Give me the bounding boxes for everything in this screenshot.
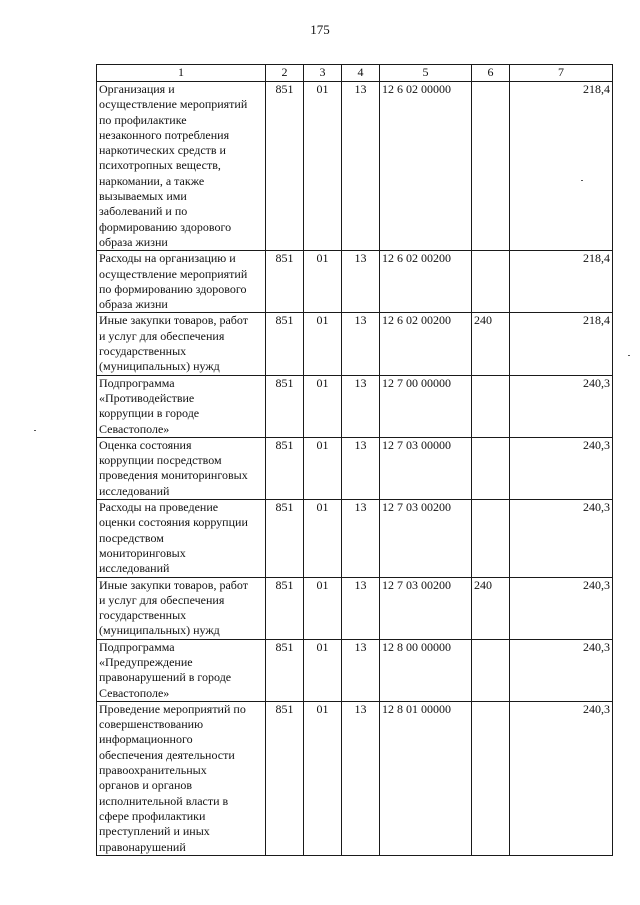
column-header-5: 5 [380, 65, 472, 82]
table-row [97, 701, 613, 855]
table-row [97, 375, 613, 437]
cell-col3: 01 [304, 313, 342, 375]
cell-col3: 01 [304, 639, 342, 701]
cell-col3: 01 [304, 500, 342, 577]
budget-table [96, 64, 613, 856]
scan-speck [34, 430, 36, 431]
cell-col3: 01 [304, 82, 342, 251]
cell-col2: 851 [266, 701, 304, 855]
page-number: 175 [310, 22, 330, 37]
cell-col2: 851 [266, 313, 304, 375]
table-row [97, 251, 613, 313]
cell-col2: 851 [266, 577, 304, 639]
cell-col2: 851 [266, 639, 304, 701]
row-name: Подпрограмма «Противодействие коррупции в городе Севастополе» [97, 375, 266, 437]
cell-amount: 218,4 [510, 82, 613, 251]
row-name: Расходы на организацию и осуществление мероприятий по формированию здорового образа жизни [97, 251, 266, 313]
table-row [97, 500, 613, 577]
row-name: Расходы на проведение оценки состояния коррупции посредством мониторинговых исследований [97, 500, 266, 577]
cell-target-code: 12 7 03 00200 [380, 500, 472, 577]
cell-target-code: 12 6 02 00000 [380, 82, 472, 251]
cell-col2: 851 [266, 500, 304, 577]
table-row [97, 313, 613, 375]
table-row [97, 639, 613, 701]
cell-amount: 240,3 [510, 437, 613, 499]
cell-col4: 13 [342, 701, 380, 855]
cell-expense-type [472, 82, 510, 251]
cell-target-code: 12 7 00 00000 [380, 375, 472, 437]
table-row [97, 577, 613, 639]
cell-col4: 13 [342, 375, 380, 437]
cell-amount: 240,3 [510, 639, 613, 701]
cell-col2: 851 [266, 375, 304, 437]
cell-target-code: 12 6 02 00200 [380, 313, 472, 375]
table-row [97, 437, 613, 499]
row-name: Проведение мероприятий по совершенствованию информационного обеспечения деятельности правоохранительных органов и органов исполнительной власти в сфере профилактики преступлений и иных правонарушений [97, 701, 266, 855]
cell-col3: 01 [304, 375, 342, 437]
cell-col4: 13 [342, 313, 380, 375]
cell-col4: 13 [342, 251, 380, 313]
row-name: Организация и осуществление мероприятий по профилактике незаконного потребления наркотических средств и психотропных веществ, наркомании, а также вызываемых ими заболеваний и по формированию здорового образа жизни [97, 82, 266, 251]
cell-amount: 240,3 [510, 701, 613, 855]
cell-col3: 01 [304, 701, 342, 855]
cell-amount: 218,4 [510, 313, 613, 375]
cell-amount: 218,4 [510, 251, 613, 313]
cell-target-code: 12 7 03 00000 [380, 437, 472, 499]
column-header-3: 3 [304, 65, 342, 82]
column-header-2: 2 [266, 65, 304, 82]
cell-col4: 13 [342, 639, 380, 701]
cell-amount: 240,3 [510, 500, 613, 577]
cell-col4: 13 [342, 577, 380, 639]
cell-expense-type [472, 639, 510, 701]
cell-expense-type: 240 [472, 313, 510, 375]
cell-expense-type [472, 701, 510, 855]
row-name: Иные закупки товаров, работ и услуг для обеспечения государственных (муниципальных) нужд [97, 577, 266, 639]
cell-col3: 01 [304, 437, 342, 499]
scan-speck [628, 355, 630, 356]
cell-amount: 240,3 [510, 375, 613, 437]
row-name: Иные закупки товаров, работ и услуг для обеспечения государственных (муниципальных) нужд [97, 313, 266, 375]
cell-expense-type [472, 437, 510, 499]
cell-expense-type: 240 [472, 577, 510, 639]
cell-expense-type [472, 500, 510, 577]
row-name: Оценка состояния коррупции посредством проведения мониторинговых исследований [97, 437, 266, 499]
cell-expense-type [472, 375, 510, 437]
column-header-7: 7 [510, 65, 613, 82]
cell-target-code: 12 6 02 00200 [380, 251, 472, 313]
cell-col4: 13 [342, 500, 380, 577]
cell-amount: 240,3 [510, 577, 613, 639]
cell-col2: 851 [266, 437, 304, 499]
cell-col3: 01 [304, 251, 342, 313]
column-header-4: 4 [342, 65, 380, 82]
column-header-6: 6 [472, 65, 510, 82]
cell-col2: 851 [266, 251, 304, 313]
row-name: Подпрограмма «Предупреждение правонарушений в городе Севастополе» [97, 639, 266, 701]
scan-speck [581, 180, 583, 181]
cell-target-code: 12 8 01 00000 [380, 701, 472, 855]
cell-target-code: 12 8 00 00000 [380, 639, 472, 701]
cell-target-code: 12 7 03 00200 [380, 577, 472, 639]
column-number-row [97, 65, 613, 82]
column-header-1: 1 [97, 65, 266, 82]
cell-expense-type [472, 251, 510, 313]
table-row [97, 82, 613, 251]
cell-col2: 851 [266, 82, 304, 251]
cell-col4: 13 [342, 437, 380, 499]
cell-col3: 01 [304, 577, 342, 639]
cell-col4: 13 [342, 82, 380, 251]
